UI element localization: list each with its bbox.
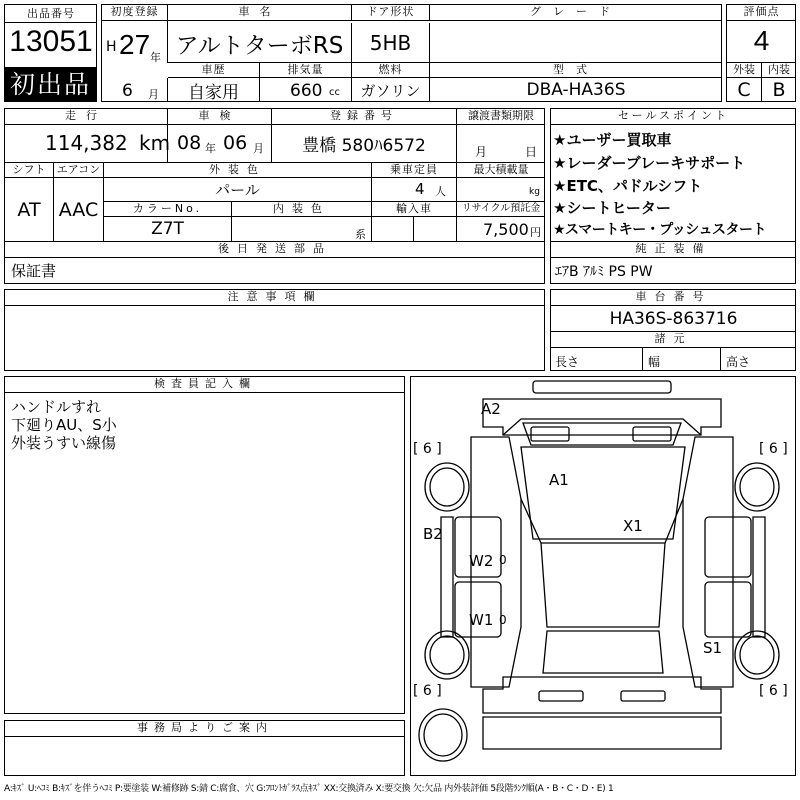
mark-a2: A2 [481,400,501,418]
capacity-value: 4 [415,180,425,198]
interior-color-unit: 系 [355,228,366,241]
reg-era: H [106,39,117,55]
interior-color-label: 内装色 [232,202,372,217]
sales-points-box [550,108,796,284]
score-value: 4 [753,25,770,56]
ac-label: エアコン [54,163,104,178]
main-header-box [101,4,722,102]
notes-box [4,289,545,371]
zero-mark-1: 0 [499,553,507,567]
colorno-label: カラーNo. [104,202,232,217]
inspect-label: 車検 [168,109,272,125]
tire-label-rl: [ 6 ] [413,683,442,699]
load-unit: kg [529,187,540,197]
sales-point-4: ★シートヒーター [553,199,671,217]
equip-label: 純正装備 [551,242,796,258]
car-diagram [410,376,796,776]
exterior-color-value: パール [104,178,372,202]
chassis-value: HA36S-863716 [551,306,796,332]
shift-value: AT [5,178,54,242]
score-box [726,4,796,102]
score-label: 評価点 [727,5,796,21]
fuel-label: 燃料 [352,63,430,78]
exterior-color-label: 外装色 [104,163,372,178]
later-label: 後日発送部品 [5,242,545,258]
inspect-month: 06 [223,132,248,154]
inspect-year-unit: 年 [205,142,216,155]
transfer-month-unit: 月 [475,145,488,159]
sales-point-3: ★ETC、パドルシフト [553,177,703,195]
first-listing-badge: 初出品 [5,67,96,102]
inspector-line-3: 外装うすい線傷 [11,434,117,452]
dims-label: 諸元 [551,332,796,348]
grade-label: グレード [430,5,722,21]
car-name: アルトターボRS [168,23,352,63]
mark-b2: B2 [423,525,443,543]
reg-month-unit: 月 [148,88,159,101]
car-outline [411,377,795,775]
inspector-line-2: 下廻りAU、S小 [11,416,117,434]
mark-w1: W1 [469,611,494,629]
chassis-label: 車台番号 [551,290,796,306]
history-label: 車歴 [168,63,260,78]
reg-year-unit: 年 [150,51,161,64]
int-value: B [772,79,786,101]
mark-x1: X1 [623,517,643,535]
recycle-unit: 円 [530,226,541,239]
shift-label: シフト [5,163,54,178]
later-value: 保証書 [11,262,57,280]
door-label: ドア形状 [352,5,430,21]
inspect-year: 08 [177,132,202,154]
lot-label: 出品番号 [5,5,97,23]
length-label: 長さ [555,355,580,369]
import-label: 輸入車 [372,202,457,217]
office-box [4,720,405,776]
transfer-label: 譲渡書類期限 [457,109,545,125]
tire-label-fl: [ 6 ] [413,441,442,457]
capacity-unit: 人 [435,185,446,198]
width-label: 幅 [648,355,661,369]
fuel-value: ガソリン [352,78,430,102]
mileage-unit: km [139,131,171,155]
legend: A:ｷｽﾞ U:ﾍｺﾐ B:ｷｽﾞを伴うﾍｺﾐ P:要塗装 W:補修跡 S:錆 C:腐食、穴 G:ﾌﾛﾝﾄｶﾞﾗｽ点ｷｽﾞ XX:交換済み X:要交換 欠:欠品 内外装評価 5段階ﾗﾝｸ順(A・B・C・D・E) 1 [4,784,614,794]
chassis-box [550,289,796,371]
office-label: 事務局よりご案内 [5,721,405,737]
mileage-label: 走行 [5,109,168,125]
ext-value: C [727,78,762,102]
mark-w2: W2 [469,552,494,570]
reg-year: 27 [119,29,151,60]
vehicle-details-box [4,108,545,284]
ext-label: 外装 [727,63,762,78]
lot-number: 13051 [9,25,93,58]
mark-s1: S1 [703,639,723,657]
inspector-line-1: ハンドルすれ [11,398,102,416]
mark-a1: A1 [549,471,569,489]
notes-label: 注意事項欄 [5,290,545,306]
car-label: 車名 [168,5,352,21]
sales-point-5: ★スマートキー・プッシュスタート [553,222,767,238]
tire-label-fr: [ 6 ] [759,441,788,457]
int-label: 内装 [762,63,796,78]
load-label: 最大積載量 [457,163,545,178]
inspect-month-unit: 月 [253,142,264,155]
model-label: 型式 [430,63,722,78]
inspector-label: 検査員記入欄 [5,377,405,393]
height-label: 高さ [726,355,751,369]
equip-value: ｴｱB ｱﾙﾐ PS PW [555,264,653,280]
colorno-value: Z7T [104,217,232,242]
regno-label: 登録番号 [272,109,457,125]
recycle-label: リサイクル預託金 [457,202,545,217]
door-value: 5HB [352,23,430,63]
reg-month: 6 [122,81,133,101]
mileage-value: 114,382 [45,131,128,155]
disp-label: 排気量 [260,63,352,78]
history-value: 自家用 [168,78,260,102]
recycle-value: 7,500 [483,220,529,239]
inspector-box [4,376,405,714]
transfer-day-unit: 日 [525,145,538,159]
capacity-label: 乗車定員 [372,163,457,178]
disp-value: 660 [290,81,323,101]
zero-mark-2: 0 [499,613,507,627]
sales-label: セールスポイント [551,109,796,125]
sales-point-2: ★レーダーブレーキサポート [553,154,746,172]
reg-label: 初度登録 [102,5,168,21]
tire-label-rr: [ 6 ] [759,683,788,699]
disp-unit: cc [329,87,340,98]
regno-value: 豊橋 580ﾊ6572 [272,125,457,163]
sales-point-1: ★ユーザー買取車 [553,131,672,149]
ac-value: AAC [54,178,104,242]
lot-box [4,4,97,102]
model-value: DBA-HA36S [526,80,626,100]
